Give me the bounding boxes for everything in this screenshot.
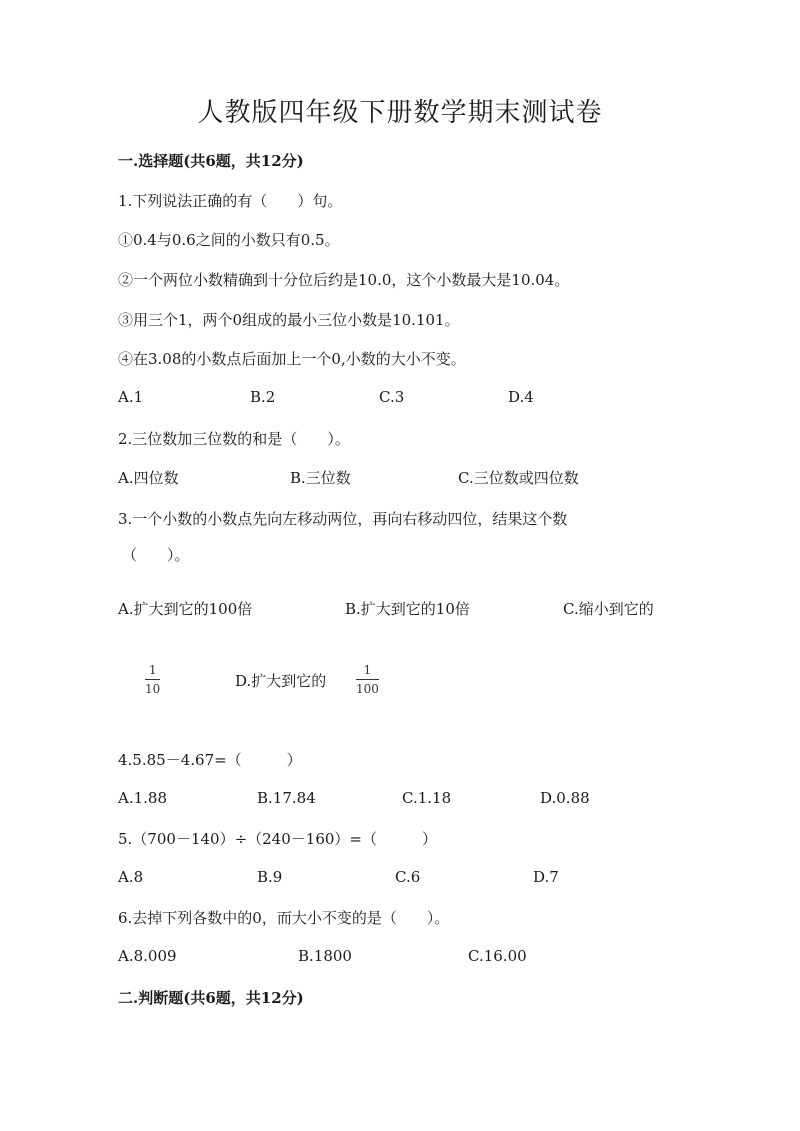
question-1-statement-3: ③用三个1，两个0组成的最小三位小数是10.101。 xyxy=(118,311,460,329)
question-5-option-d: D.7 xyxy=(533,868,559,886)
section-heading-true-false: 二.判断题(共6题，共12分) xyxy=(118,989,304,1007)
question-2-option-b: B.三位数 xyxy=(290,469,351,487)
question-2-option-a: A.四位数 xyxy=(118,469,179,487)
fraction-one-hundredth xyxy=(356,663,379,696)
question-4-option-d: D.0.88 xyxy=(540,789,590,807)
question-5-stem: 5.（700－140）÷（240－160）=（ ） xyxy=(118,830,437,848)
question-3-option-c: C.缩小到它的 xyxy=(563,600,654,618)
question-1-statement-4: ④在3.08的小数点后面加上一个0,小数的大小不变。 xyxy=(118,350,466,368)
question-6-option-a: A.8.009 xyxy=(118,947,177,965)
question-3-option-b: B.扩大到它的10倍 xyxy=(345,600,470,618)
question-5-option-a: A.8 xyxy=(118,868,144,886)
fraction-numerator: 1 xyxy=(363,663,372,677)
section-heading-choice: 一.选择题(共6题，共12分) xyxy=(118,152,304,170)
question-1-option-b: B.2 xyxy=(250,388,276,406)
question-3-option-d: D.扩大到它的 xyxy=(235,672,327,690)
question-2-stem: 2.三位数加三位数的和是（ ）。 xyxy=(118,430,350,448)
fraction-bar xyxy=(145,679,160,680)
question-1-statement-1: ①0.4与0.6之间的小数只有0.5。 xyxy=(118,231,340,249)
fraction-denominator: 10 xyxy=(145,682,161,696)
question-4-option-c: C.1.18 xyxy=(402,789,452,807)
question-4-option-a: A.1.88 xyxy=(118,789,167,807)
question-1-option-a: A.1 xyxy=(118,388,144,406)
question-1-option-d: D.4 xyxy=(508,388,534,406)
fraction-denominator: 100 xyxy=(356,682,379,696)
question-1-stem: 1.下列说法正确的有（ ）句。 xyxy=(118,192,343,210)
question-1-statement-2: ②一个两位小数精确到十分位后约是10.0，这个小数最大是10.04。 xyxy=(118,271,570,289)
question-2-option-c: C.三位数或四位数 xyxy=(458,469,579,487)
question-6-option-c: C.16.00 xyxy=(468,947,527,965)
question-1-option-c: C.3 xyxy=(379,388,405,406)
question-3-option-a: A.扩大到它的100倍 xyxy=(118,600,253,618)
question-6-option-b: B.1800 xyxy=(298,947,352,965)
question-5-option-b: B.9 xyxy=(257,868,283,886)
fraction-numerator: 1 xyxy=(148,663,157,677)
fraction-bar xyxy=(356,679,379,680)
fraction-one-tenth xyxy=(145,663,160,696)
page-title: 人教版四年级下册数学期末测试卷 xyxy=(197,98,603,128)
question-4-option-b: B.17.84 xyxy=(257,789,316,807)
question-4-stem: 4.5.85－4.67=（ ） xyxy=(118,751,302,769)
question-6-stem: 6.去掉下列各数中的0，而大小不变的是（ ）。 xyxy=(118,909,450,927)
question-5-option-c: C.6 xyxy=(395,868,421,886)
question-3-stem-line-2: （ ）。 xyxy=(122,546,190,564)
question-3-stem-line-1: 3.一个小数的小数点先向左移动两位，再向右移动四位，结果这个数 xyxy=(118,510,568,528)
